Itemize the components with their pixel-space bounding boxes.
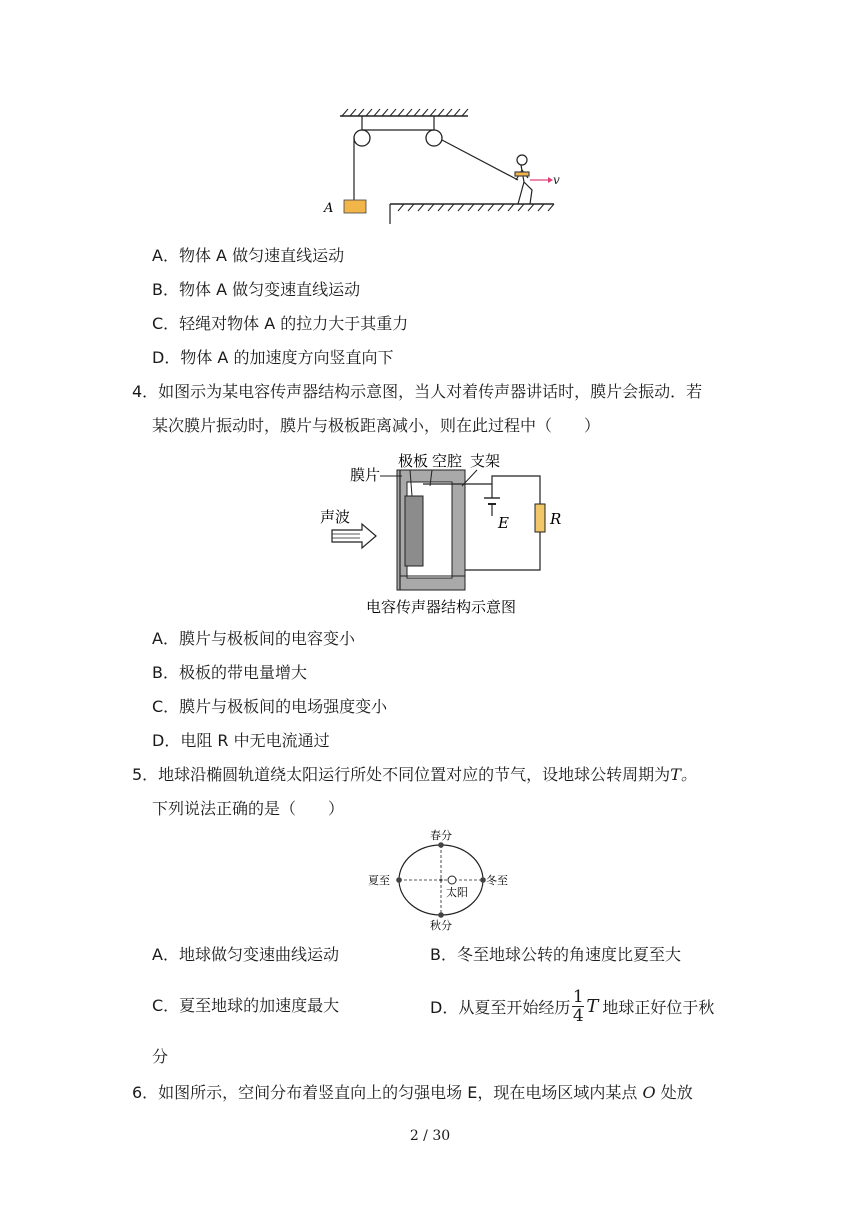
q5-option-b: B．冬至地球公转的角速度比夏至大 xyxy=(430,945,681,964)
q5-option-d-continued: 分 xyxy=(152,1047,169,1066)
q5-stem-text: 5．地球沿椭圆轨道绕太阳运行所处不同位置对应的节气，设地球公转周期为 xyxy=(132,765,671,784)
q4-option-c: C．膜片与极板间的电场强度变小 xyxy=(152,697,388,716)
figure-caption: 电容传声器结构示意图 xyxy=(366,598,517,616)
q5-option-d-t: T xyxy=(586,995,599,1017)
label-e: E xyxy=(498,514,509,532)
label-sound: 声波 xyxy=(320,508,351,526)
q4-stem-line2: 某次膜片振动时，膜片与极板距离减小，则在此过程中（ ） xyxy=(152,416,601,435)
q5-option-d-post: 地球正好位于秋 xyxy=(602,997,715,1017)
q3-option-d: D．物体 A 的加速度方向竖直向下 xyxy=(152,348,394,367)
fraction-denominator: 4 xyxy=(572,1005,584,1026)
label-support: 支架 xyxy=(470,452,501,470)
q4-option-d: D．电阻 R 中无电流通过 xyxy=(152,731,330,750)
q6-stem-text: 6．如图所示，空间分布着竖直向上的匀强电场 E，现在电场区域内某点 xyxy=(132,1083,638,1102)
q5-orbit-figure xyxy=(366,826,526,932)
q4-microphone-figure xyxy=(312,446,582,618)
page-number: 2 / 30 xyxy=(409,1128,451,1144)
q6-stem-end: 处放 xyxy=(660,1083,693,1102)
q6-stem-line1 xyxy=(132,1081,693,1105)
label-plate: 极板 xyxy=(398,452,429,470)
q4-stem-line1: 4．如图示为某电容传声器结构示意图，当人对着传声器讲话时，膜片会振动．若 xyxy=(132,382,703,401)
q5-stem-line2: 下列说法正确的是（ ） xyxy=(152,799,345,818)
label-autumn: 秋分 xyxy=(430,919,452,932)
label-v: v xyxy=(553,173,560,187)
q3-option-b: B．物体 A 做匀变速直线运动 xyxy=(152,280,361,299)
label-r: R xyxy=(550,510,562,528)
fraction-numerator: 1 xyxy=(572,986,584,1007)
block-a xyxy=(344,200,366,213)
q5-option-d xyxy=(430,982,714,1030)
q4-option-b: B．极板的带电量增大 xyxy=(152,663,307,682)
q5-option-c: C．夏至地球的加速度最大 xyxy=(152,996,340,1015)
fraction-quarter xyxy=(572,988,584,1025)
q5-stem-line1 xyxy=(132,763,697,787)
q6-point-o: O xyxy=(642,1083,656,1102)
q5-option-d-pre: D．从夏至开始经历 xyxy=(430,997,571,1017)
label-sun: 太阳 xyxy=(446,886,468,899)
q5-stem-t: T。 xyxy=(670,765,697,784)
label-a: A xyxy=(324,201,334,216)
q3-option-a: A．物体 A 做匀速直线运动 xyxy=(152,246,345,265)
label-cavity: 空腔 xyxy=(432,452,463,470)
label-summer: 夏至 xyxy=(368,874,390,887)
q3-pulley-figure xyxy=(318,108,558,224)
q5-option-a: A．地球做匀变速曲线运动 xyxy=(152,945,339,964)
label-spring: 春分 xyxy=(430,829,452,842)
label-membrane: 膜片 xyxy=(350,466,381,484)
q4-option-a: A．膜片与极板间的电容变小 xyxy=(152,629,355,648)
q3-option-c: C．轻绳对物体 A 的拉力大于其重力 xyxy=(152,314,409,333)
label-winter: 冬至 xyxy=(486,874,508,887)
